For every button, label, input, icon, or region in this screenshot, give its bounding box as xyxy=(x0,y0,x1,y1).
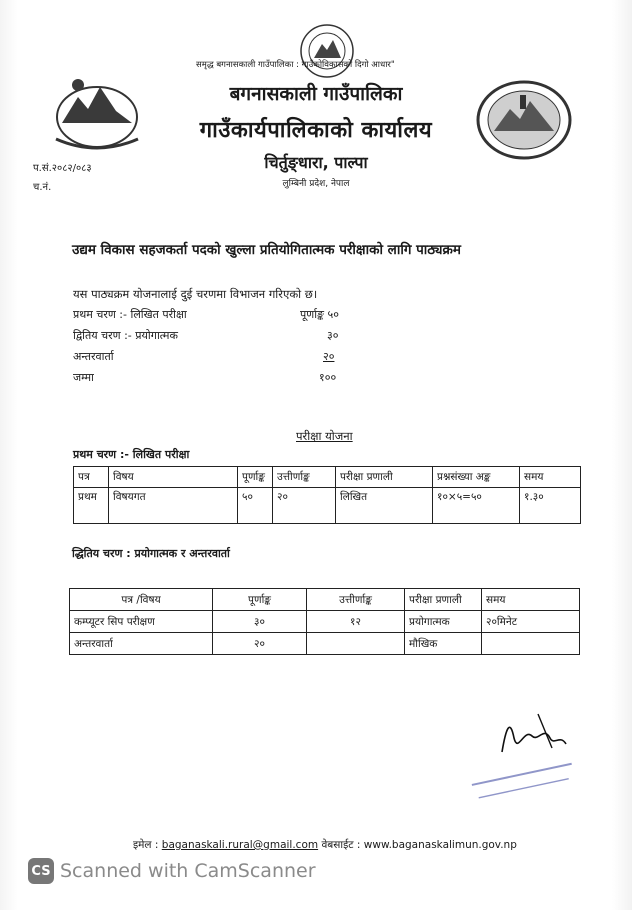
table-cell: ५० xyxy=(238,488,273,524)
table-row xyxy=(74,488,581,524)
table-cell: लिखित xyxy=(336,488,433,524)
intro-text: यस पाठ्यक्रम योजनालाई दुई चरणमा विभाजन गरिएको छ। xyxy=(73,287,318,301)
table-header-cell: पत्र /विषय xyxy=(70,589,213,611)
table-header-cell: विषय xyxy=(109,467,238,488)
table-cell: २० xyxy=(273,488,336,524)
table-cell: २०मिनेट xyxy=(482,611,580,633)
summary-value-interview: २० xyxy=(323,350,335,363)
summary-label-total: जम्मा xyxy=(73,371,94,384)
scanner-watermark xyxy=(28,858,316,884)
municipality-logo-icon xyxy=(474,79,574,161)
motto-line: समृद्ध बगनासकाली गाउँपालिका : गाउँकोविकासको दिगो आधार" xyxy=(196,60,395,70)
summary-label-interview: अन्तरवार्ता xyxy=(73,350,114,363)
exam-scheme-title: परीक्षा योजना xyxy=(296,429,353,443)
phase1-title: प्रथम चरण :- लिखित परीक्षा xyxy=(73,448,190,461)
camscanner-logo-icon: CS xyxy=(28,858,54,884)
summary-value-phase2: ३० xyxy=(327,329,339,342)
table-cell: ३० xyxy=(213,611,307,633)
address-line-2: लुम्बिनी प्रदेश, नेपाल xyxy=(282,179,350,189)
website-link[interactable]: www.baganaskalimun.gov.np xyxy=(363,839,517,851)
email-link[interactable]: baganaskali.rural@gmail.com xyxy=(161,839,319,851)
scanner-watermark-text: Scanned with CamScanner xyxy=(60,860,316,882)
table-cell: प्रयोगात्मक xyxy=(405,611,482,633)
official-stamp-icon xyxy=(464,758,584,802)
table-cell: २० xyxy=(213,633,307,655)
phase1-table xyxy=(73,466,581,524)
address-line-1: चिर्तुङ्धारा, पाल्पा xyxy=(264,153,368,172)
summary-value-phase1: पूर्णाङ्क ५० xyxy=(300,308,339,321)
table-header-cell: समय xyxy=(520,467,581,488)
table-header-cell: समय xyxy=(482,589,580,611)
table-cell xyxy=(307,633,405,655)
table-cell: अन्तरवार्ता xyxy=(70,633,213,655)
table-header-cell: परीक्षा प्रणाली xyxy=(405,589,482,611)
table-header-cell: पत्र xyxy=(74,467,109,488)
website-label: वेबसाईट : xyxy=(321,839,361,851)
table-row xyxy=(70,611,580,633)
table-cell: विषयगत xyxy=(109,488,238,524)
table-header-row xyxy=(70,589,580,611)
table-cell: मौखिक xyxy=(405,633,482,655)
phase2-title: द्धितिय चरण : प्रयोगात्मक र अन्तरवार्ता xyxy=(72,547,230,560)
summary-label-phase2: द्वितिय चरण :- प्रयोगात्मक xyxy=(73,329,178,342)
office-name: गाउँकार्यपालिकाको कार्यालय xyxy=(199,118,433,143)
phase2-table xyxy=(69,588,580,655)
document-heading: उद्यम विकास सहजकर्ता पदको खुल्ला प्रतियोगितात्मक परीक्षाको लागि पाठ्यक्रम xyxy=(72,242,461,258)
table-cell xyxy=(482,633,580,655)
table-cell: १.३० xyxy=(520,488,581,524)
dispatch-number: च.नं. xyxy=(33,182,52,193)
table-header-cell: पूर्णाङ्क xyxy=(213,589,307,611)
municipality-seal-icon xyxy=(292,20,362,82)
summary-value-total: १०० xyxy=(319,371,337,384)
table-header-cell: परीक्षा प्रणाली xyxy=(336,467,433,488)
reference-number: प.सं.२०८२/०८३ xyxy=(33,163,92,174)
table-cell: १०×५=५० xyxy=(433,488,520,524)
table-cell: प्रथम xyxy=(74,488,109,524)
footer-contact xyxy=(133,838,517,852)
table-header-cell: प्रश्नसंख्या अङ्क xyxy=(433,467,520,488)
summary-label-phase1: प्रथम चरण :- लिखित परीक्षा xyxy=(73,308,187,321)
table-cell: १२ xyxy=(307,611,405,633)
table-header-cell: पूर्णाङ्क xyxy=(238,467,273,488)
email-label: इमेल : xyxy=(133,839,159,851)
municipality-name: बगनासकाली गाउँपालिका xyxy=(229,83,403,105)
table-header-row xyxy=(74,467,581,488)
table-header-cell: उत्तीर्णाङ्क xyxy=(273,467,336,488)
table-cell: कम्प्यूटर सिप परीक्षण xyxy=(70,611,213,633)
table-header-cell: उत्तीर्णाङ्क xyxy=(307,589,405,611)
government-emblem-icon xyxy=(48,73,146,153)
table-row xyxy=(70,633,580,655)
